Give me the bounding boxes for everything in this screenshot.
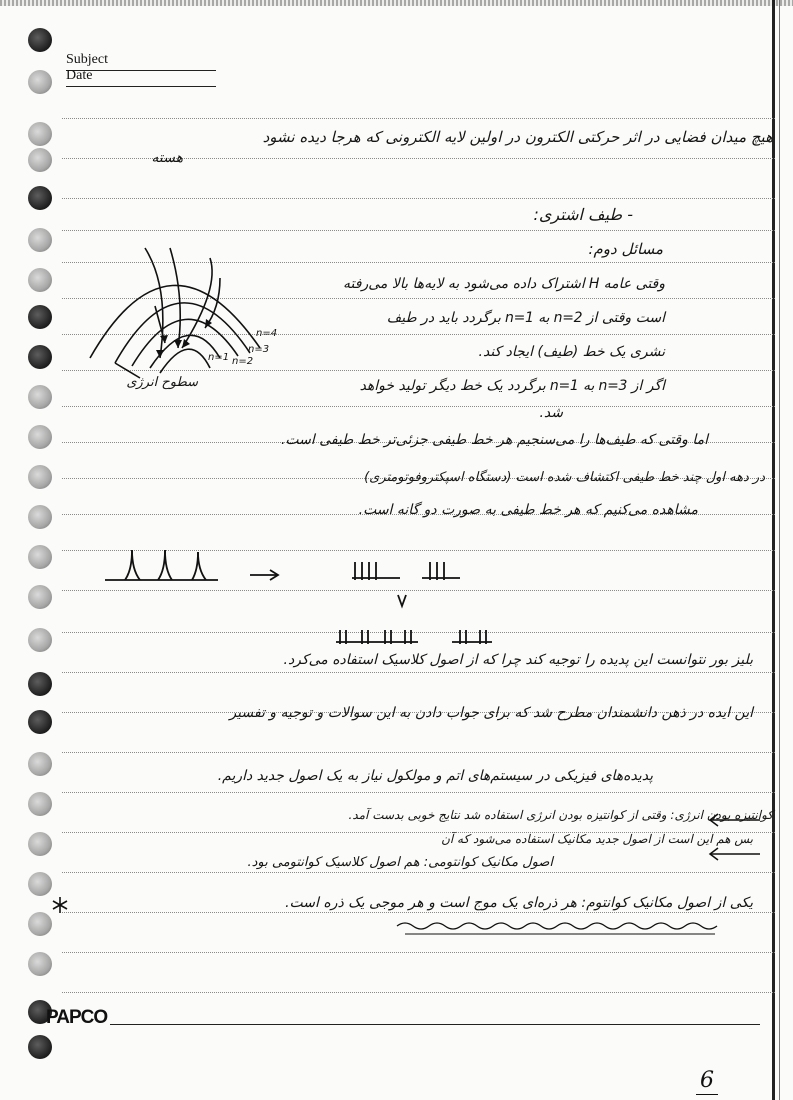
binder-hole [28, 585, 52, 609]
level-label-n1: n=1 [208, 352, 230, 363]
binder-hole [28, 345, 52, 369]
binder-hole [28, 148, 52, 172]
page-number-underline [696, 1094, 718, 1095]
subject-label: Subject [66, 52, 108, 67]
ruled-line [62, 912, 775, 913]
binder-hole [28, 28, 52, 52]
binder-hole [28, 425, 52, 449]
note-line-1: هیچ میدان فضایی در اثر حرکتی الکترون در اولین لایه الکترونی که هرجا دیده نشود [262, 128, 773, 146]
binder-hole [28, 1035, 52, 1059]
note-line-6: است وقتی از n=2 به n=1 برگردد باید در طیف [386, 310, 665, 326]
binder-hole [28, 912, 52, 936]
page-number: 6 [700, 1068, 714, 1093]
binder-hole [28, 792, 52, 816]
right-margin-rule-thin [779, 0, 780, 1100]
note-line-8: اگر از n=3 به n=1 برگردد یک خط دیگر تولید خواهد [359, 378, 665, 394]
note-line-14: این ایده در ذهن دانشمندان مطرح شد که برای جواب دادن به این سوالات و توجیه و تفسیر [229, 705, 753, 721]
note-line-17: بس هم این است از اصول جدید مکانیک استفاده می‌شود که آن [441, 832, 753, 846]
note-line-16: کوانتیزه بودن انرژی: وقتی از کوانتیزه بودن انرژی استفاده شد نتایج خوبی بدست آمد. [348, 808, 773, 822]
note-line-5: وقتی عامه H اشتراک داده می‌شود به لایه‌ها بالا می‌رفته [343, 276, 665, 292]
note-line-3: - طیف اشتری: [533, 205, 633, 224]
ruled-line [62, 752, 775, 753]
binder-hole [28, 952, 52, 976]
note-line-12: مشاهده می‌کنیم که هر خط طیفی به صورت دو گانه است. [358, 502, 698, 518]
date-line [66, 86, 216, 87]
note-line-10: اما وقتی که طیف‌ها را می‌سنجیم هر خط طیفی جزئی‌تر خط طیفی است. [280, 432, 708, 448]
binder-hole [28, 872, 52, 896]
binder-hole [28, 305, 52, 329]
binder-hole [28, 228, 52, 252]
ruled-line [62, 992, 775, 993]
binder-hole [28, 672, 52, 696]
binder-hole [28, 505, 52, 529]
brand-logo: PAPCO [46, 1007, 108, 1028]
page-top-edge [0, 0, 793, 6]
energy-levels-diagram [70, 228, 310, 428]
note-line-18: اصول مکانیک کوانتومی: هم اصول کلاسیک کوانتومی بود. [247, 855, 553, 870]
note-line-15: پدیده‌های فیزیکی در سیستم‌های اتم و مولکول نیاز به یک اصول جدید داریم. [217, 768, 653, 784]
ruled-line [62, 672, 775, 673]
binder-hole [28, 70, 52, 94]
binder-hole [28, 186, 52, 210]
ruled-line [62, 952, 775, 953]
ruled-line [62, 118, 775, 119]
binder-hole [28, 710, 52, 734]
ruled-line [62, 198, 775, 199]
date-label: Date [66, 68, 93, 83]
binder-hole [28, 465, 52, 489]
binder-hole [28, 628, 52, 652]
binder-hole [28, 385, 52, 409]
note-line-4: مسائل دوم: [588, 240, 663, 258]
level-label-n2: n=2 [232, 356, 254, 367]
ruled-line [62, 792, 775, 793]
underline-squiggle [395, 918, 725, 938]
star-bullet [50, 895, 70, 915]
ruled-line [62, 872, 775, 873]
footer-line [110, 1024, 760, 1025]
binder-hole [28, 545, 52, 569]
note-line-19: یکی از اصول مکانیک کوانتوم: هر ذره‌ای یک موج است و هر موجی یک ذره است. [285, 895, 753, 911]
level-label-n4: n=4 [256, 328, 278, 339]
binder-hole [28, 752, 52, 776]
arrow-bullets [700, 808, 770, 868]
binder-hole [28, 268, 52, 292]
note-line-2: هسته [151, 150, 183, 166]
note-line-13: بلیز بور نتوانست این پدیده را توجیه کند چرا که از اصول کلاسیک استفاده می‌کرد. [283, 652, 753, 668]
binder-hole [28, 122, 52, 146]
diagram-caption: سطوح انرژی [126, 375, 198, 390]
spectral-lines-sketch [100, 540, 520, 650]
note-line-9: شد. [539, 405, 563, 421]
note-line-11: در دهه اول چند خط طیفی اکتشاف شده است (دستگاه اسپکتروفوتومتری) [364, 470, 765, 485]
note-line-7: نشری یک خط (طیف) ایجاد کند. [478, 344, 665, 360]
level-label-n3: n=3 [248, 344, 270, 355]
binder-hole [28, 832, 52, 856]
